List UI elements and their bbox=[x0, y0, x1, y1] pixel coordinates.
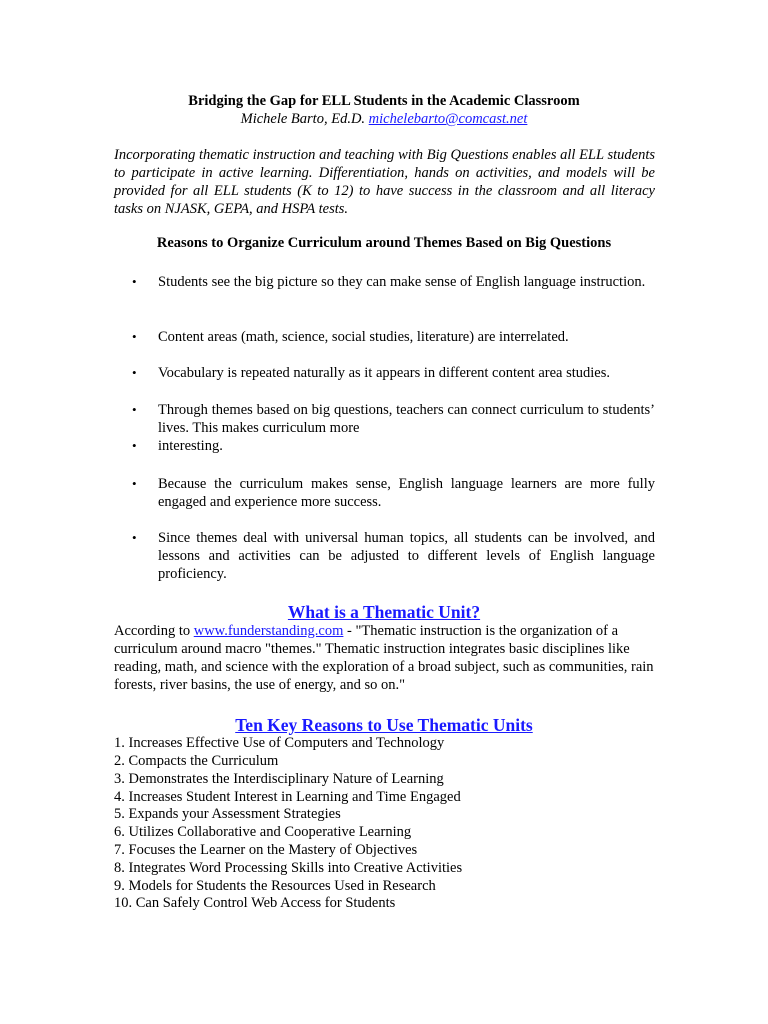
thematic-unit-heading: What is a Thematic Unit? bbox=[287, 602, 481, 622]
paragraph-body: - "Thematic instruction is the organization of a curriculum around macro "themes." Thematic instruction integrates basic disciplines like reading, math, and science with the exploration of a broad subject, such as communities, rain forests, river basins, the use of energy, and so on." bbox=[114, 623, 654, 693]
paragraph-prefix: According to bbox=[114, 623, 194, 639]
bullet-text: Since themes deal with universal human topics, all students can be involved, and lessons and activities can be adjusted to different levels of English language proficiency. bbox=[158, 530, 655, 582]
bullet-icon: • bbox=[132, 274, 137, 289]
bullet-item bbox=[132, 475, 655, 511]
list-item: 2. Compacts the Curriculum bbox=[114, 753, 279, 769]
list-item: 1. Increases Effective Use of Computers and Technology bbox=[114, 735, 445, 751]
bullet-icon: • bbox=[132, 530, 137, 545]
bullet-icon: • bbox=[132, 476, 137, 491]
funderstanding-link[interactable]: www.funderstanding.com bbox=[193, 623, 344, 639]
author-email-link[interactable]: michelebarto@comcast.net bbox=[368, 111, 528, 127]
list-item: 8. Integrates Word Processing Skills into Creative Activities bbox=[114, 860, 463, 876]
list-item: 6. Utilizes Collaborative and Cooperative Learning bbox=[114, 824, 412, 840]
bullet-icon: • bbox=[132, 329, 137, 344]
document-title: Bridging the Gap for ELL Students in the Academic Classroom bbox=[188, 93, 580, 109]
bullet-text: interesting. bbox=[158, 438, 223, 454]
list-item: 7. Focuses the Learner on the Mastery of Objectives bbox=[114, 842, 418, 858]
thematic-unit-paragraph bbox=[114, 622, 655, 694]
bullet-item bbox=[132, 328, 655, 346]
author-name: Michele Barto, Ed.D. bbox=[240, 111, 366, 127]
ten-reasons-heading: Ten Key Reasons to Use Thematic Units bbox=[235, 715, 533, 735]
bullet-text: Students see the big picture so they can make sense of English language instruction. bbox=[158, 274, 646, 290]
bullet-text: Through themes based on big questions, teachers can connect curriculum to students’ lives. This makes curriculum more bbox=[158, 402, 655, 436]
bullet-text: Content areas (math, science, social studies, literature) are interrelated. bbox=[158, 329, 569, 345]
bullet-icon: • bbox=[132, 402, 137, 417]
bullet-text: Vocabulary is repeated naturally as it appears in different content area studies. bbox=[158, 365, 611, 381]
bullet-item bbox=[132, 364, 655, 382]
list-item: 5. Expands your Assessment Strategies bbox=[114, 806, 341, 822]
bullet-item bbox=[132, 273, 655, 291]
bullet-icon: • bbox=[132, 438, 137, 453]
list-item: 10. Can Safely Control Web Access for Students bbox=[114, 895, 396, 911]
bullet-text: Because the curriculum makes sense, English language learners are more fully engaged and experience more success. bbox=[158, 476, 655, 510]
list-item: 9. Models for Students the Resources Used in Research bbox=[114, 878, 436, 894]
intro-paragraph: Incorporating thematic instruction and teaching with Big Questions enables all ELL students to participate in active learning. Differentiation, hands on activities, and models will be provided for all ELL students (K to 12) to have success in the classroom and all literacy tasks on NJASK, GEPA, and HSPA tests. bbox=[114, 147, 655, 217]
bullet-icon: • bbox=[132, 365, 137, 380]
list-item: 3. Demonstrates the Interdisciplinary Nature of Learning bbox=[114, 771, 444, 787]
bullet-item bbox=[132, 401, 655, 437]
author-line bbox=[0, 111, 768, 128]
reasons-heading: Reasons to Organize Curriculum around Themes Based on Big Questions bbox=[156, 235, 612, 251]
bullet-item bbox=[132, 529, 655, 583]
bullet-item bbox=[132, 437, 655, 455]
list-item: 4. Increases Student Interest in Learning and Time Engaged bbox=[114, 789, 461, 805]
